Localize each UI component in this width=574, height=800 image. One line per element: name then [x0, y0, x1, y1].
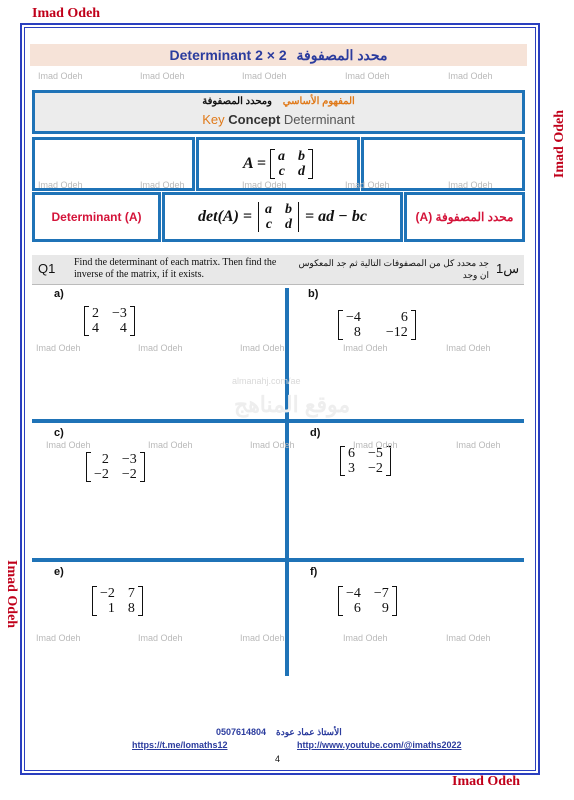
matrix-cell: a: [277, 149, 285, 164]
matrix-cell: 8: [127, 601, 135, 616]
part-matrix: [84, 306, 135, 341]
matrix-cell: −2: [100, 586, 115, 601]
matrix-lhs: A =: [243, 155, 266, 172]
brand-name-bottom: Imad Odeh: [452, 774, 521, 789]
matrix-cell: 6: [353, 601, 361, 616]
matrix-cell: 7: [127, 586, 135, 601]
title-ar: محدد المصفوفة: [296, 47, 388, 63]
determinant-formula-cell: [162, 192, 403, 242]
part-label: f): [310, 566, 318, 578]
watermark: Imad Odeh: [140, 180, 185, 190]
watermark: Imad Odeh: [353, 440, 398, 450]
det-rhs: = ad − bc: [305, 208, 367, 225]
matrix-cell: 3: [348, 461, 355, 476]
matrix-cell: a: [265, 202, 273, 217]
watermark: Imad Odeh: [343, 633, 388, 643]
title-en: Determinant 2 × 2: [169, 47, 287, 63]
watermark: Imad Odeh: [250, 440, 295, 450]
watermark: Imad Odeh: [38, 180, 83, 190]
watermark: Imad Odeh: [242, 180, 287, 190]
matrix-cell: d: [285, 217, 293, 232]
watermark: Imad Odeh: [446, 343, 491, 353]
watermark: Imad Odeh: [446, 633, 491, 643]
question-number-ar: س1: [496, 261, 520, 276]
matrix-cell: 6: [348, 446, 355, 461]
page-title: [30, 44, 527, 66]
grid-divider-horizontal: [32, 558, 524, 562]
matrix-cell: 2: [92, 306, 99, 321]
watermark: Imad Odeh: [448, 71, 493, 81]
watermark: Imad Odeh: [140, 71, 185, 81]
part-label: a): [54, 288, 64, 300]
matrix-cell: −4: [346, 586, 361, 601]
matrix-cell: b: [297, 149, 305, 164]
part-label: e): [54, 566, 64, 578]
matrix-cell: −12: [385, 325, 408, 340]
key-concept-ar-part2: ومحدد المصفوفة: [202, 96, 272, 107]
watermark: Imad Odeh: [138, 633, 183, 643]
determinant-label-en-cell: [32, 192, 161, 242]
matrix-cell: −7: [373, 586, 389, 601]
matrix-cell: 4: [92, 321, 99, 336]
matrix-cell: 4: [119, 321, 127, 336]
watermark: Imad Odeh: [38, 71, 83, 81]
brand-name-top: Imad Odeh: [32, 6, 101, 21]
part-matrix: [338, 586, 397, 621]
telegram-link[interactable]: https://t.me/lomaths12: [132, 740, 228, 750]
watermark: Imad Odeh: [36, 633, 81, 643]
matrix-cell: −3: [121, 452, 137, 467]
question-text-ar: جد محدد كل من المصفوفات التالية ثم جد المعكوس ان وجد: [298, 258, 489, 280]
matrix-cell: −5: [368, 446, 383, 461]
site-watermark-ar: موقع المناهج: [234, 392, 351, 417]
key-concept-arabic: [35, 96, 522, 107]
watermark: Imad Odeh: [343, 343, 388, 353]
grid-divider-horizontal: [32, 419, 524, 423]
determinant-label-en: Determinant (A): [51, 210, 142, 224]
watermark: Imad Odeh: [448, 180, 493, 190]
watermark: Imad Odeh: [148, 440, 193, 450]
determinant-label-ar: محدد المصفوفة (A): [415, 210, 514, 224]
watermark: Imad Odeh: [242, 71, 287, 81]
matrix-cell: 9: [381, 601, 389, 616]
matrix-cell: 8: [353, 325, 361, 340]
question-header: [32, 255, 524, 285]
matrix-cell: c: [278, 164, 285, 179]
matrix-cell: c: [265, 217, 273, 232]
brand-name-right: Imad Odeh: [552, 110, 567, 179]
watermark: Imad Odeh: [345, 71, 390, 81]
site-watermark: almanahj.com/ae: [232, 376, 301, 386]
matrix-cell: d: [297, 164, 305, 179]
matrix-cell: −2: [121, 467, 137, 482]
matrix-cell: −2: [368, 461, 383, 476]
brand-name-left: Imad Odeh: [4, 560, 19, 629]
key-concept-box: [32, 90, 525, 134]
watermark: Imad Odeh: [46, 440, 91, 450]
question-text-en: Find the determinant of each matrix. Then find the inverse of the matrix, if it exists.: [74, 257, 277, 280]
part-matrix: [338, 310, 416, 345]
key-label: Key: [202, 112, 225, 127]
footer-teacher: الأستاذ عماد عودة: [276, 727, 342, 737]
determinant-general: [255, 202, 302, 232]
determinant-label-ar-cell: [404, 192, 525, 242]
matrix-cell: −3: [112, 306, 127, 321]
matrix-cell: 2: [101, 452, 109, 467]
part-label: d): [310, 427, 321, 439]
part-matrix: [92, 586, 143, 621]
matrix-general: [270, 149, 313, 179]
part-matrix: [86, 452, 145, 487]
watermark: Imad Odeh: [240, 633, 285, 643]
part-matrix: [340, 446, 391, 481]
watermark: Imad Odeh: [345, 180, 390, 190]
watermark: Imad Odeh: [240, 343, 285, 353]
part-label: c): [54, 427, 64, 439]
watermark: Imad Odeh: [138, 343, 183, 353]
key-concept-english: [35, 112, 522, 127]
matrix-cell: −2: [94, 467, 109, 482]
part-label: b): [308, 288, 319, 300]
key-concept-ar-part1: المفهوم الأساسي: [282, 96, 355, 107]
youtube-link[interactable]: http://www.youtube.com/@imaths2022: [297, 740, 462, 750]
det-lhs: det(A) =: [198, 208, 253, 225]
matrix-cell: 6: [400, 310, 408, 325]
matrix-cell: −4: [346, 310, 361, 325]
watermark: Imad Odeh: [36, 343, 81, 353]
question-number-en: Q1: [38, 261, 56, 276]
grid-divider-vertical: [285, 288, 289, 676]
determinant-term: Determinant: [283, 112, 355, 127]
matrix-cell: b: [285, 202, 293, 217]
page-number: 4: [275, 754, 281, 764]
concept-label: Concept: [228, 112, 281, 127]
footer-phone: 0507614804: [216, 727, 267, 737]
watermark: Imad Odeh: [456, 440, 501, 450]
matrix-cell: 1: [107, 601, 115, 616]
